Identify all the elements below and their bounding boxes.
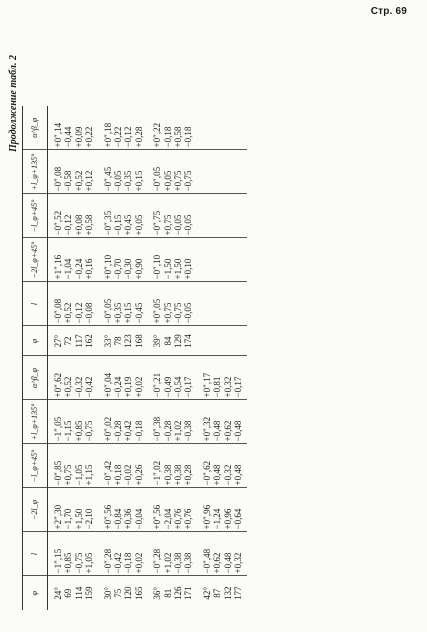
table-cell	[197, 282, 212, 326]
table-cell: −2,04	[163, 488, 173, 532]
table-cell: −1,50	[163, 238, 173, 282]
table-cell: −0,38	[173, 532, 183, 576]
table-cell: −0,17	[233, 356, 246, 400]
table-cell: +0,12	[84, 150, 97, 194]
table-cell: 177	[233, 586, 244, 600]
table-cell: 87	[212, 588, 223, 598]
table-cell: −0,45	[134, 282, 147, 326]
table-cell: +1″,16	[48, 238, 64, 282]
header-cell: −2l_φ	[23, 488, 48, 532]
table-cell	[233, 282, 246, 326]
table-cell: −0,75	[84, 400, 97, 444]
table-cell: +0″,62	[48, 356, 64, 400]
table-cell: 114	[73, 586, 84, 600]
table-cell: 69	[63, 588, 74, 598]
table-cell: +0,62	[212, 532, 222, 576]
table-row	[74, 106, 84, 610]
table-cell	[212, 238, 222, 282]
table-cell: −0,75	[74, 532, 84, 576]
table-cell: −1″,15	[48, 532, 64, 576]
table-cell: +0,05	[163, 150, 173, 194]
table-cell: −0,18	[134, 400, 147, 444]
table-cell: +0,75	[63, 444, 73, 488]
table-cell	[197, 150, 212, 194]
table-cell: 120	[123, 586, 134, 600]
table-cell: +0,75	[173, 150, 183, 194]
table-cell: −0,48	[233, 400, 246, 444]
table-cell: 75	[113, 588, 124, 598]
table-cell: +1,02	[173, 400, 183, 444]
table-cell: +0″,56	[147, 488, 162, 532]
table-cell: −0″,38	[147, 400, 162, 444]
table-row	[163, 106, 173, 610]
table-row	[113, 106, 123, 610]
header-cell: φ	[23, 576, 48, 610]
table-cell: −1,05	[74, 444, 84, 488]
table-cell: +1,50	[173, 238, 183, 282]
table-cell: +0″,56	[98, 488, 113, 532]
table-cell: +0,62	[223, 400, 233, 444]
table-cell: −0,44	[63, 106, 73, 150]
table-cell: −0,18	[183, 106, 196, 150]
table-cell: −0,05	[183, 282, 196, 326]
table-cell: −0,05	[113, 150, 123, 194]
table-row	[233, 106, 246, 610]
table-cell	[223, 238, 233, 282]
table-cell: +0,35	[113, 282, 123, 326]
table-cell: +0,36	[123, 488, 133, 532]
table-cell: +0,28	[183, 444, 196, 488]
header-cell: −2l_φ+45°	[23, 238, 48, 282]
table-cell: −0,35	[123, 150, 133, 194]
table-cell: −0,30	[123, 238, 133, 282]
table-cell: −0″,21	[147, 356, 162, 400]
table-cell: −0″,28	[147, 532, 162, 576]
table-cell: −0,12	[63, 194, 73, 238]
table-cell	[233, 106, 246, 150]
table-row	[123, 106, 133, 610]
table-cell: 117	[74, 326, 84, 356]
table-cell: +0″,10	[98, 238, 113, 282]
table-cell: +0,26	[134, 444, 147, 488]
table-cell: −2,10	[84, 488, 97, 532]
table-cell: 84	[163, 326, 173, 356]
table-cell	[223, 194, 233, 238]
table-cell	[197, 106, 212, 150]
table-cell: 171	[183, 586, 194, 600]
table-cell: −0,49	[163, 356, 173, 400]
table-cell: −0″,75	[147, 194, 162, 238]
table-cell: −0″,05	[98, 282, 113, 326]
table-cell: +0,42	[123, 400, 133, 444]
table-cell: 132	[222, 586, 233, 600]
table-cell: −0,24	[113, 356, 123, 400]
table-cell: +0,76	[173, 488, 183, 532]
header-cell: −l_φ+45°	[23, 444, 48, 488]
table-cell: +0″,18	[98, 106, 113, 150]
header-cell: α^β_φ	[23, 356, 48, 400]
header-row	[23, 106, 48, 610]
table-row	[63, 106, 73, 610]
table-cell: −0″,10	[147, 238, 162, 282]
table-cell: +0,28	[134, 106, 147, 150]
table-cell: 33°	[98, 326, 113, 356]
table-cell: −0,81	[212, 356, 222, 400]
table-cell: 129	[173, 326, 183, 356]
table-cell: +0,85	[74, 400, 84, 444]
table-cell: −1″,05	[48, 400, 64, 444]
table-cell	[197, 194, 212, 238]
table-cell	[223, 282, 233, 326]
table-row	[197, 106, 212, 610]
table-cell: −0,12	[123, 106, 133, 150]
table-cell: +0,75	[163, 194, 173, 238]
table-cell: −0,42	[84, 356, 97, 400]
table-cell: −1,24	[212, 488, 222, 532]
table-cell: +0,45	[123, 194, 133, 238]
table-cell	[223, 106, 233, 150]
correction-table	[22, 106, 247, 610]
table-row	[84, 106, 97, 610]
table-cell: +0,52	[63, 282, 73, 326]
table-cell: −0″,62	[197, 444, 212, 488]
table-cell	[197, 238, 212, 282]
table-cell: 159	[84, 586, 95, 600]
table-cell: +0,85	[63, 532, 73, 576]
table-cell: −0″,08	[48, 150, 64, 194]
table-cell: −0,28	[163, 400, 173, 444]
table-cell: −0,48	[223, 532, 233, 576]
table-cell: +0,48	[212, 444, 222, 488]
table-cell: −0,75	[173, 282, 183, 326]
table-cell: +0″,96	[197, 488, 212, 532]
table-cell	[212, 194, 222, 238]
table-cell: −0″,05	[147, 150, 162, 194]
header-cell: +l_φ+135°	[23, 400, 48, 444]
table-row	[48, 106, 64, 610]
table-cell: −0″,85	[48, 444, 64, 488]
table-cell	[233, 326, 246, 356]
table-cell: +1,02	[163, 532, 173, 576]
table-cell: −1,70	[63, 488, 73, 532]
table-cell: −0,58	[63, 150, 73, 194]
page-number: Стр. 69	[370, 6, 407, 17]
table-caption: Продолжение табл. 2	[8, 54, 19, 152]
table-cell: −0,28	[113, 400, 123, 444]
table-cell: −0,04	[134, 488, 147, 532]
table-cell: 165	[133, 586, 144, 600]
table-cell: 126	[173, 586, 184, 600]
table-cell: +0″,04	[98, 356, 113, 400]
table-cell: +1,50	[74, 488, 84, 532]
table-cell: +0,38	[173, 444, 183, 488]
table-cell: +0,58	[84, 194, 97, 238]
table-cell: −0″,42	[98, 444, 113, 488]
table-cell: 42°	[201, 586, 212, 600]
table-cell: −0,38	[183, 532, 196, 576]
header-cell: α^β_φ	[23, 106, 48, 150]
table-cell	[212, 106, 222, 150]
table-cell: +0,19	[123, 356, 133, 400]
table-cell: +0″,05	[147, 282, 162, 326]
table-cell	[233, 194, 246, 238]
table-cell: −0,24	[74, 238, 84, 282]
table-cell: +0,18	[113, 444, 123, 488]
table-cell: −0,05	[183, 194, 196, 238]
table-cell: −0,05	[173, 194, 183, 238]
table-cell: +0,02	[134, 356, 147, 400]
table-cell: +0″,02	[98, 400, 113, 444]
header-cell: l	[23, 532, 48, 576]
table-cell: −0,32	[74, 356, 84, 400]
table-cell: −0,75	[183, 150, 196, 194]
table-cell	[233, 238, 246, 282]
table-cell: −0,22	[113, 106, 123, 150]
table-cell: −0,15	[113, 194, 123, 238]
header-cell: φ	[23, 326, 48, 356]
table-cell: +0″,14	[48, 106, 64, 150]
table-cell: −0″,48	[197, 532, 212, 576]
table-body	[48, 106, 247, 610]
table-cell: −0,42	[113, 532, 123, 576]
table-row	[98, 106, 113, 610]
table-cell: 27°	[48, 326, 64, 356]
table-cell: −0,54	[173, 356, 183, 400]
table-cell: −0,70	[113, 238, 123, 282]
table-cell: −0″,08	[48, 282, 64, 326]
table-cell: +0,38	[163, 444, 173, 488]
table-cell: 30°	[102, 586, 113, 600]
header-cell: +l_φ+135°	[23, 150, 48, 194]
table-cell: +0,75	[163, 282, 173, 326]
table-cell: +0,09	[74, 106, 84, 150]
table-cell: −0,08	[84, 282, 97, 326]
table-cell: −0,18	[163, 106, 173, 150]
table-cell: +0,02	[134, 532, 147, 576]
table-cell: −0,32	[223, 444, 233, 488]
table-cell: −0,84	[113, 488, 123, 532]
table-cell: +0,32	[223, 356, 233, 400]
table-cell: +0″,22	[147, 106, 162, 150]
table-cell: +0,16	[84, 238, 97, 282]
table-row	[134, 106, 147, 610]
table-cell: 168	[134, 326, 147, 356]
table-cell	[212, 326, 222, 356]
table-cell	[233, 150, 246, 194]
table-cell: −0″,52	[48, 194, 64, 238]
table-cell: −0,38	[183, 400, 196, 444]
table-cell: 81	[162, 588, 173, 598]
table-cell: +1,15	[84, 444, 97, 488]
table-cell: +0,32	[233, 532, 246, 576]
table-cell: 24°	[53, 586, 63, 600]
table-cell	[212, 282, 222, 326]
table-cell: −0,12	[74, 282, 84, 326]
table-cell: −0″,45	[98, 150, 113, 194]
table-cell: +0,05	[134, 194, 147, 238]
table-cell: −0,17	[183, 356, 196, 400]
table-cell: +2″,30	[48, 488, 64, 532]
table-cell: +0,15	[123, 282, 133, 326]
table-cell	[212, 150, 222, 194]
table-cell: 123	[123, 326, 133, 356]
table-cell: −0,18	[123, 532, 133, 576]
table-cell: −0″,35	[98, 194, 113, 238]
table-cell	[197, 326, 212, 356]
table-row	[212, 106, 222, 610]
table-cell: −0,64	[233, 488, 246, 532]
table-cell: +0,15	[134, 150, 147, 194]
table-cell: +0,52	[63, 356, 73, 400]
table-cell	[223, 326, 233, 356]
table-cell: 78	[113, 326, 123, 356]
table-cell: +1,05	[84, 532, 97, 576]
table-row	[183, 106, 196, 610]
table-cell: +0″,32	[197, 400, 212, 444]
table-row	[223, 106, 233, 610]
table-row	[173, 106, 183, 610]
table-cell: +0,10	[183, 238, 196, 282]
table-cell: +0,22	[84, 106, 97, 150]
table-cell: 36°	[152, 586, 163, 600]
table-cell: −1,04	[63, 238, 73, 282]
table-cell	[223, 150, 233, 194]
table-cell: 72	[63, 326, 73, 356]
table-cell: 39°	[147, 326, 162, 356]
table-row	[147, 106, 162, 610]
table-cell: +0,58	[173, 106, 183, 150]
table-cell: +0,48	[233, 444, 246, 488]
table-cell: +0,08	[74, 194, 84, 238]
table-cell: +0″,17	[197, 356, 212, 400]
table-cell: −0,48	[212, 400, 222, 444]
table-cell: +0,76	[183, 488, 196, 532]
header-cell: l	[23, 282, 48, 326]
table-cell: −0″,28	[98, 532, 113, 576]
table-cell: +0,96	[223, 488, 233, 532]
table-cell: +0,52	[74, 150, 84, 194]
header-cell: −l_φ+45°	[23, 194, 48, 238]
table-cell: +0,90	[134, 238, 147, 282]
table-cell: −1,15	[63, 400, 73, 444]
table-cell: 162	[84, 326, 97, 356]
table-cell: −1″,02	[147, 444, 162, 488]
table-cell: −0,02	[123, 444, 133, 488]
table-cell: 174	[183, 326, 196, 356]
